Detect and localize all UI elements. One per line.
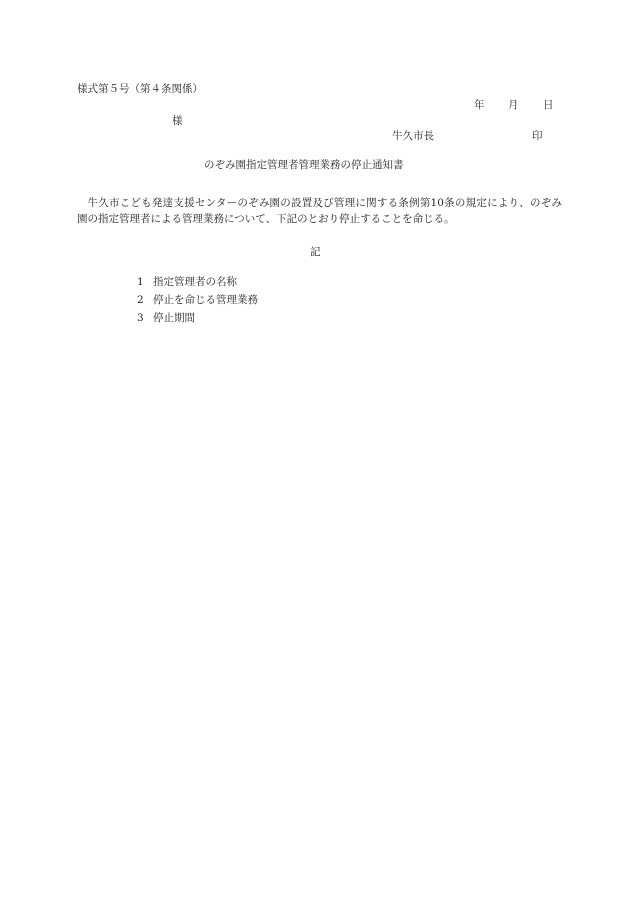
item-number: 1 <box>137 276 144 288</box>
item-list <box>137 277 258 331</box>
seal-mark: 印 <box>532 130 543 142</box>
date-month-label: 月 <box>508 99 519 111</box>
document-title: のぞみ園指定管理者管理業務の停止通知書 <box>204 159 404 171</box>
document-body: 牛久市こども発達支援センターのぞみ園の設置及び管理に関する条例第10条の規定により、のぞみ園の指定管理者による管理業務について、下記のとおり停止することを命じる。 <box>77 196 562 226</box>
item-label: 停止期間 <box>153 312 195 324</box>
item-label: 停止を命じる管理業務 <box>153 294 258 306</box>
date-year-label: 年 <box>474 99 485 111</box>
item-label: 指定管理者の名称 <box>153 276 237 288</box>
date-day-label: 日 <box>543 99 554 111</box>
item-number: 3 <box>137 312 144 324</box>
issuer-name: 牛久市長 <box>392 130 434 142</box>
form-label: 様式第５号（第４条関係） <box>77 83 203 95</box>
item-number: 2 <box>137 294 144 306</box>
list-item <box>137 277 258 295</box>
note-mark: 記 <box>310 246 321 258</box>
addressee-suffix: 様 <box>172 115 183 127</box>
list-item <box>137 295 258 313</box>
list-item <box>137 313 258 331</box>
